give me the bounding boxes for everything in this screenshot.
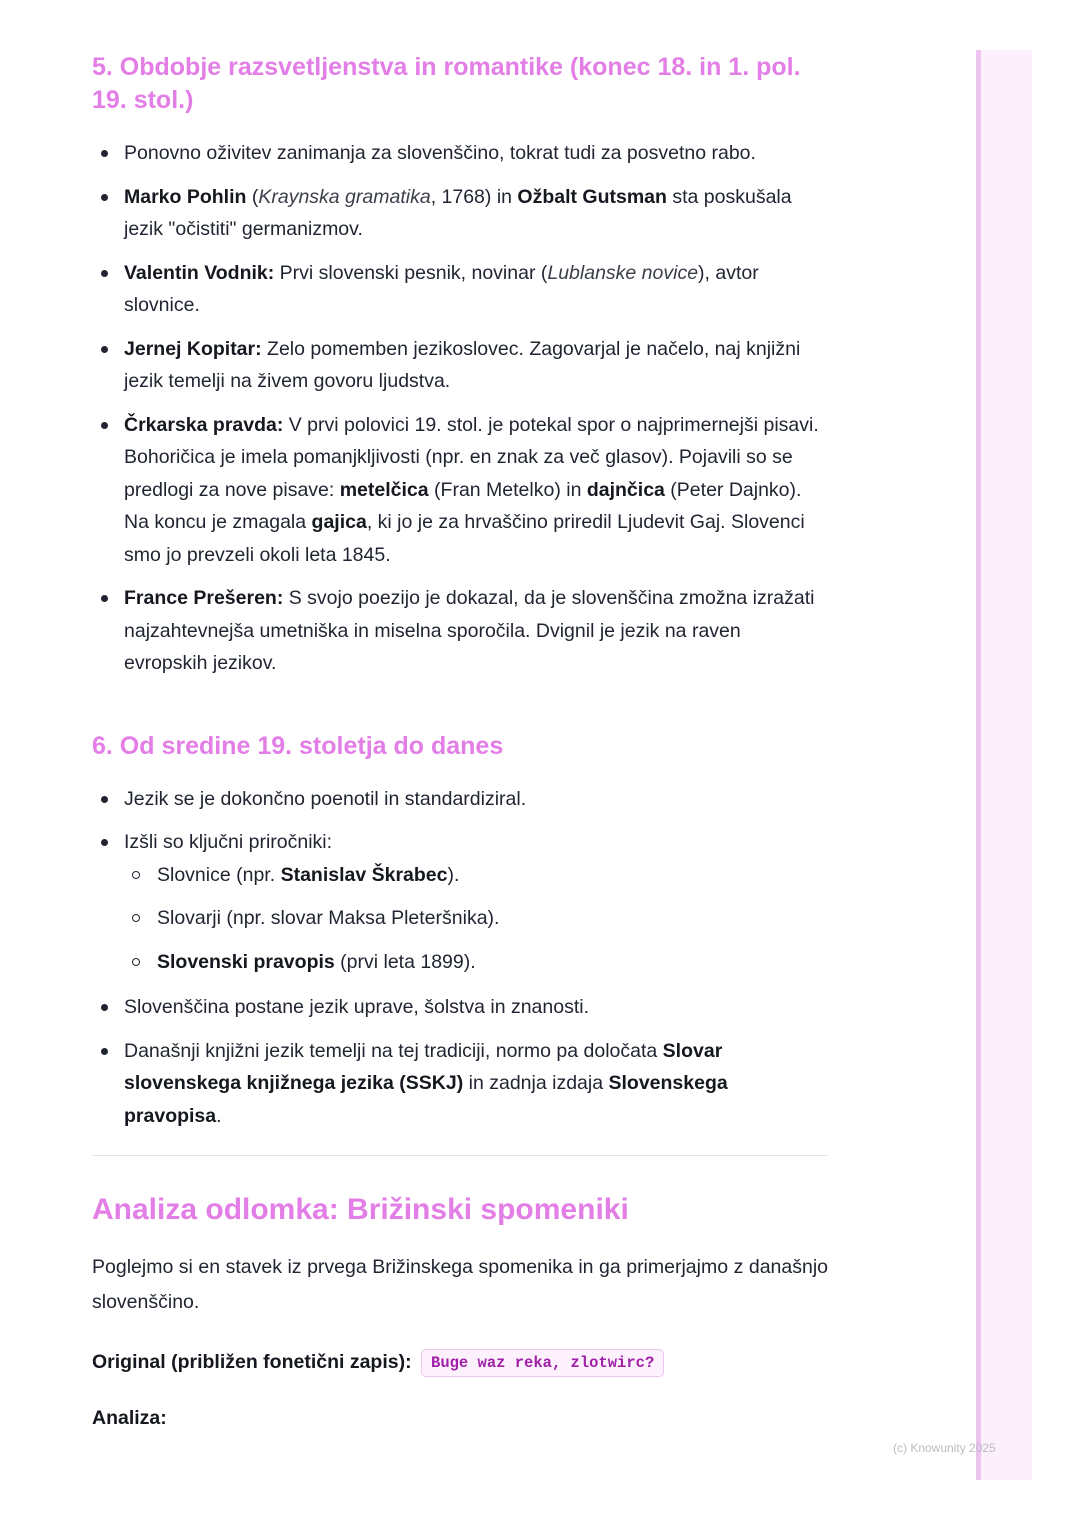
item-text: Prvi slovenski pesnik, novinar ( — [274, 261, 548, 284]
section-divider — [92, 1155, 828, 1156]
sub-list — [124, 859, 828, 979]
list-item — [92, 826, 828, 978]
item-text: ( — [246, 185, 259, 208]
work-title: Slovar slovenskega knjižnega jezika (SSKJ) — [124, 1039, 723, 1094]
analysis-label: Analiza: — [92, 1407, 167, 1429]
sidebar-background — [978, 50, 1032, 1480]
person-name: France Prešeren: — [124, 587, 284, 609]
term: metelčica — [339, 478, 429, 501]
item-text: in zadnja izdaja — [463, 1072, 609, 1094]
list-item — [92, 582, 828, 680]
section-6-heading: 6. Od sredine 19. stoletja do danes — [92, 731, 504, 760]
list-item — [92, 783, 828, 816]
original-label: Original (približen fonetični zapis): — [92, 1351, 412, 1373]
item-text: Izšli so ključni priročniki: — [124, 831, 333, 853]
original-code: Buge waz reka, zlotwirc? — [421, 1349, 664, 1377]
list-item — [92, 181, 828, 246]
item-text: (prvi leta 1899). — [334, 950, 476, 973]
item-text: ). — [447, 863, 460, 886]
list-item — [92, 257, 828, 322]
list-item — [92, 333, 828, 398]
term-name: Črkarska pravda: — [124, 413, 284, 436]
list-item — [92, 137, 828, 170]
person-name: Ožbalt Gutsman — [517, 185, 667, 208]
item-text: Ponovno oživitev zanimanja za slovenščino, tokrat tudi za posvetno rabo. — [124, 142, 756, 164]
sidebar-accent-line — [976, 50, 981, 1480]
item-text: Zelo pomemben jezikoslovec. Zagovarjal je načelo, naj knjižni jezik temelji na živem govoru ljudstva. — [124, 337, 801, 392]
section-6-list — [92, 783, 828, 1133]
item-text: (Fran Metelko) in — [428, 478, 587, 501]
list-item — [92, 991, 828, 1024]
sub-list-item — [124, 859, 828, 892]
work-title: Lublanske novice — [547, 261, 699, 284]
person-name: Stanislav Škrabec — [280, 863, 448, 886]
term: gajica — [311, 511, 367, 533]
item-text: ), avtor slovnice. — [124, 261, 759, 316]
section-5-list — [92, 137, 828, 680]
analysis-heading: Analiza odlomka: Brižinski spomeniki — [92, 1193, 629, 1226]
item-text: sta poskušala jezik "očistiti" germanizmov. — [124, 185, 792, 240]
item-text: Jezik se je dokončno poenotil in standardiziral. — [124, 787, 527, 810]
person-name: Jernej Kopitar: — [124, 337, 262, 360]
original-row — [92, 1346, 828, 1378]
item-text: . — [216, 1104, 222, 1127]
item-text: V prvi polovici 19. stol. je potekal spor o najprimernejši pisavi. Bohoričica je imela pomanjkljivosti (npr. en znak za več glasov). Pojavili so se predlogi za nove pisave: — [124, 413, 819, 501]
term: dajnčica — [586, 478, 665, 501]
copyright-footer: (c) Knowunity 2025 — [893, 1441, 996, 1455]
sub-list-item — [124, 946, 828, 979]
analysis-intro: Poglejmo si en stavek iz prvega Brižinskega spomenika in ga primerjajmo z današnjo slovenščino. — [92, 1256, 828, 1313]
item-text: S svojo poezijo je dokazal, da je slovenščina zmožna izražati najzahtevnejša umetniška in miselna sporočila. Dvignil je jezik na raven evropskih jezikov. — [124, 587, 815, 674]
item-text: (Peter Dajnko). Na koncu je zmagala — [124, 478, 802, 533]
item-text: , ki jo je za hrvaščino priredil Ljudevit Gaj. Slovenci smo jo prevzeli okoli leta 1845. — [124, 511, 805, 566]
item-text: Slovarji (npr. slovar Maksa Pleteršnika). — [157, 907, 500, 929]
item-text: , 1768) in — [430, 185, 518, 208]
person-name: Marko Pohlin — [124, 185, 247, 208]
person-name: Valentin Vodnik: — [124, 261, 275, 284]
document-content — [92, 50, 828, 1434]
list-item — [92, 409, 828, 572]
list-item — [92, 1035, 828, 1133]
work-title: Kraynska gramatika — [258, 185, 431, 208]
item-text: Slovenščina postane jezik uprave, šolstva in znanosti. — [124, 996, 590, 1018]
work-title: Slovenski pravopis — [157, 950, 335, 973]
work-title: Slovenskega pravopisa — [124, 1072, 728, 1127]
section-5-heading: 5. Obdobje razsvetljenstva in romantike (konec 18. in 1. pol. 19. stol.) — [92, 53, 801, 114]
item-text: Današnji knjižni jezik temelji na tej tradiciji, normo pa določata — [124, 1039, 663, 1062]
item-text: Slovnice (npr. — [157, 863, 281, 886]
sub-list-item — [124, 902, 828, 935]
